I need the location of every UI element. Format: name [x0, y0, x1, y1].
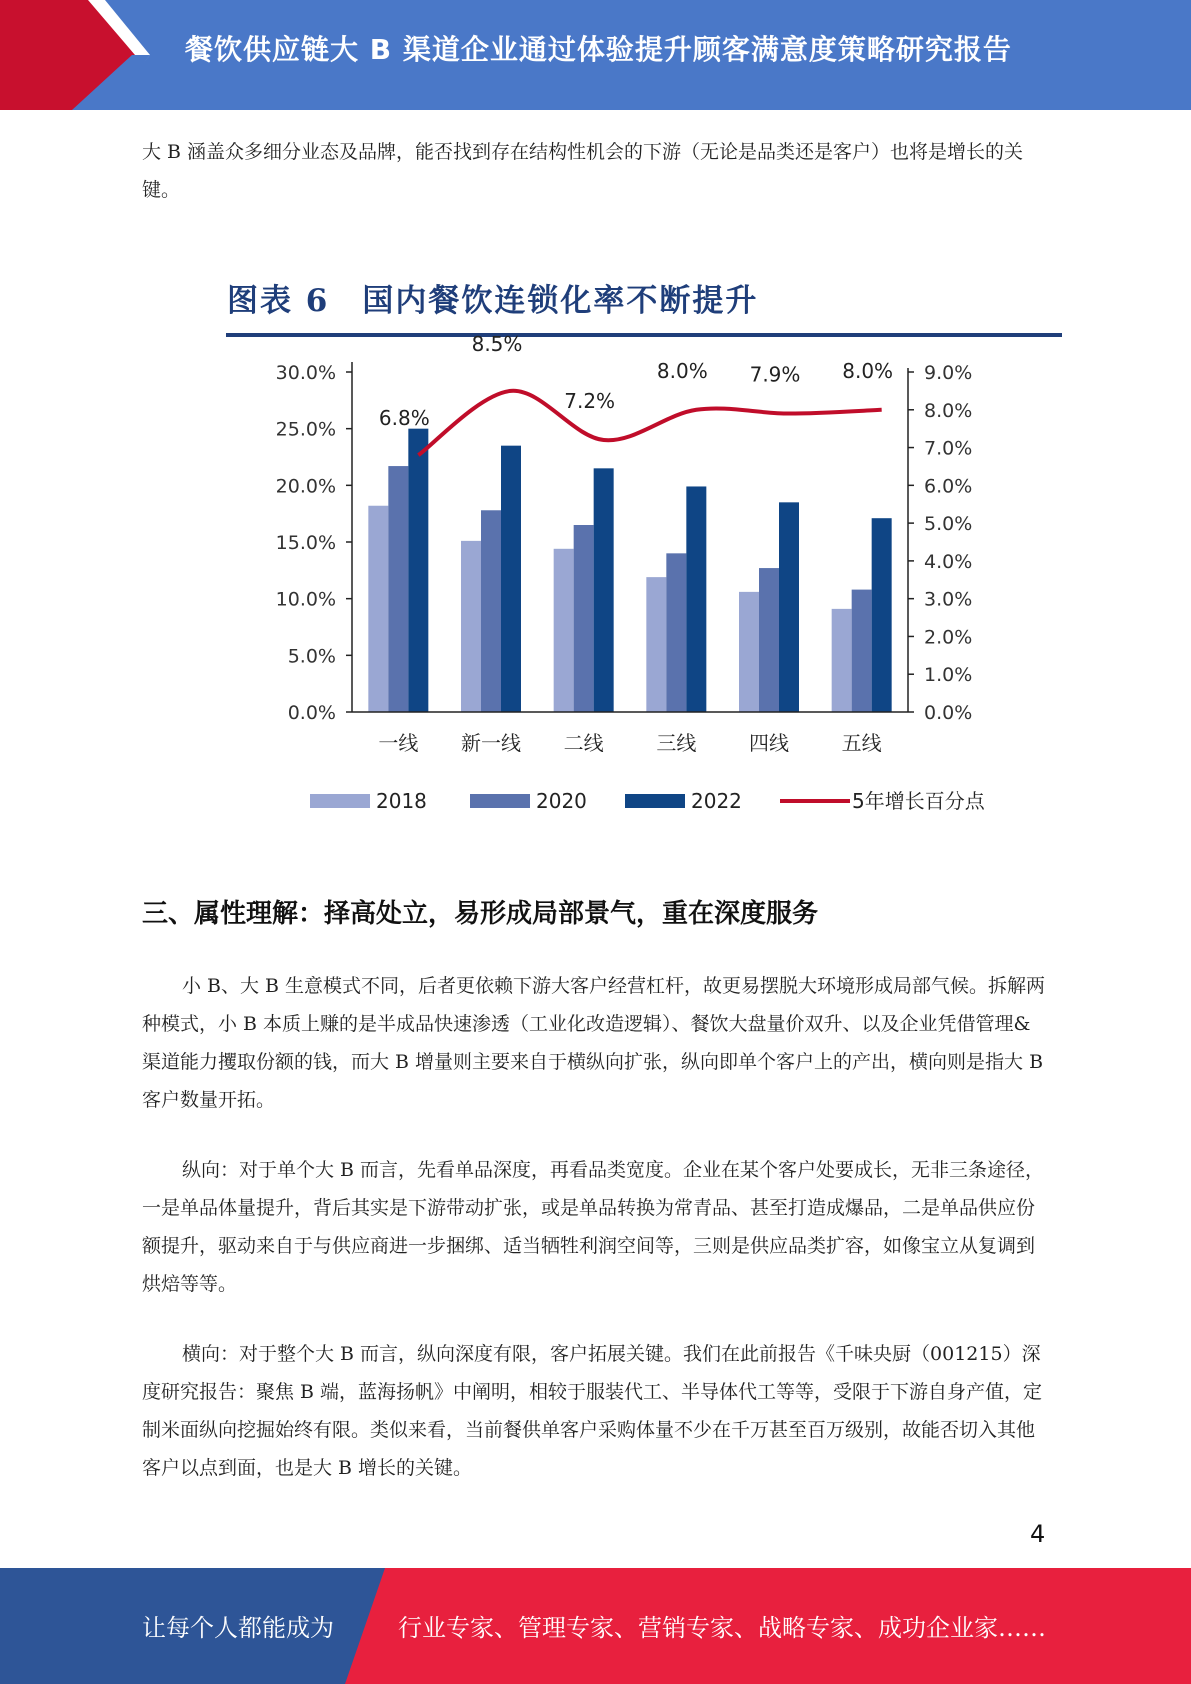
bar-2020: [852, 590, 872, 712]
bar-2022: [686, 486, 706, 712]
data-label: 8.0%: [842, 358, 894, 383]
bar-2022: [594, 468, 614, 712]
right-tick-label: 7.0%: [924, 437, 973, 460]
category-label: 五线: [841, 731, 882, 755]
data-label: 7.9%: [749, 362, 801, 387]
section-heading: 三、属性理解：择高处立，易形成局部景气，重在深度服务: [142, 899, 819, 929]
data-label: 8.0%: [656, 358, 708, 383]
category-label: 新一线: [461, 731, 521, 755]
bar-2022: [501, 446, 521, 712]
right-tick-label: 3.0%: [924, 588, 973, 611]
bar-2018: [739, 592, 759, 712]
category-label: 二线: [563, 731, 604, 755]
legend-label: 2022: [691, 789, 742, 813]
category-label: 三线: [656, 731, 697, 755]
right-tick-label: 2.0%: [924, 626, 973, 649]
bar-2018: [832, 609, 852, 712]
legend-swatch: [310, 794, 370, 808]
chain-rate-chart: [190, 250, 1080, 830]
right-tick-label: 9.0%: [924, 362, 973, 384]
left-tick-label: 5.0%: [287, 645, 336, 668]
left-tick-label: 15.0%: [275, 532, 336, 554]
intro-paragraph: 大 B 涵盖众多细分业态及品牌，能否找到存在结构性机会的下游（无论是品类还是客户）也将是增长的关键。: [142, 141, 1024, 201]
bar-2020: [666, 553, 686, 712]
section-paragraph-3: 横向：对于整个大 B 而言，纵向深度有限，客户拓展关键。我们在此前报告《千味央厨（001215）深度研究报告：聚焦 B 端，蓝海扬帆》中阐明，相较于服装代工、半导体代工等等，受限于下游自身产值，定制米面纵向挖掘始终有限。类似来看，当前餐供单客户采购体量不少在千万甚至百万级别，故能否切入其他客户以点到面，也是大 B 增长的关键。: [142, 1343, 1043, 1479]
bar-2018: [368, 506, 388, 712]
legend-swatch: [470, 794, 530, 808]
bar-2022: [779, 502, 799, 712]
bar-2020: [481, 510, 501, 712]
bar-2020: [388, 466, 408, 712]
section-paragraph-2: 纵向：对于单个大 B 而言，先看单品深度，再看品类宽度。企业在某个客户处要成长，无非三条途径，一是单品体量提升，背后其实是下游带动扩张，或是单品转换为常青品、甚至打造成爆品，二是单品供应份额提升，驱动来自于与供应商进一步捆绑、适当牺牲利润空间等，三则是供应品类扩容，如像宝立从复调到烘焙等等。: [142, 1159, 1045, 1295]
page-header: [0, 0, 1191, 110]
bar-2018: [461, 541, 481, 712]
right-tick-label: 1.0%: [924, 664, 973, 687]
right-tick-label: 6.0%: [924, 475, 973, 498]
right-tick-label: 0.0%: [924, 702, 973, 724]
category-label: 一线: [378, 731, 419, 755]
bar-2020: [759, 568, 779, 712]
left-tick-label: 0.0%: [287, 702, 336, 724]
legend-swatch: [625, 794, 685, 808]
legend-label: 2020: [536, 789, 587, 813]
bar-2018: [554, 549, 574, 712]
page-footer: [0, 1568, 1191, 1684]
legend-label: 5年增长百分点: [852, 789, 985, 813]
data-label: 7.2%: [564, 389, 616, 413]
legend-label: 2018: [376, 789, 427, 813]
figure-chart: [190, 250, 1080, 830]
category-label: 四线: [749, 731, 789, 755]
growth-line: [418, 391, 881, 455]
footer-slogan-left: 让每个人都能成为: [142, 1614, 334, 1642]
bar-2022: [408, 429, 428, 712]
bar-2018: [646, 577, 666, 712]
figure-title: 图表 6 国内餐饮连锁化率不断提升: [227, 283, 759, 319]
report-title: 餐饮供应链大 B 渠道企业通过体验提升顾客满意度策略研究报告: [185, 33, 1012, 66]
data-label: 6.8%: [378, 406, 430, 431]
left-tick-label: 10.0%: [275, 588, 336, 611]
data-label: 8.5%: [471, 331, 523, 356]
right-tick-label: 5.0%: [924, 513, 973, 536]
bar-2020: [574, 525, 594, 712]
bar-2022: [872, 518, 892, 712]
page-number: 4: [1030, 1520, 1046, 1548]
left-tick-label: 25.0%: [275, 418, 336, 441]
section-paragraph-1: 小 B、大 B 生意模式不同，后者更依赖下游大客户经营杠杆，故更易摆脱大环境形成局部气候。拆解两种模式，小 B 本质上赚的是半成品快速渗透（工业化改造逻辑）、餐饮大盘量价双升、以及企业凭借管理&渠道能力攫取份额的钱，而大 B 增量则主要来自于横纵向扩张，纵向即单个客户上的产出，横向则是指大 B 客户数量开拓。: [142, 975, 1046, 1111]
left-tick-label: 30.0%: [275, 362, 336, 384]
right-tick-label: 8.0%: [924, 399, 973, 422]
left-tick-label: 20.0%: [275, 475, 336, 498]
right-tick-label: 4.0%: [924, 550, 973, 573]
footer-slogan-right: 行业专家、管理专家、营销专家、战略专家、成功企业家……: [398, 1614, 1046, 1642]
